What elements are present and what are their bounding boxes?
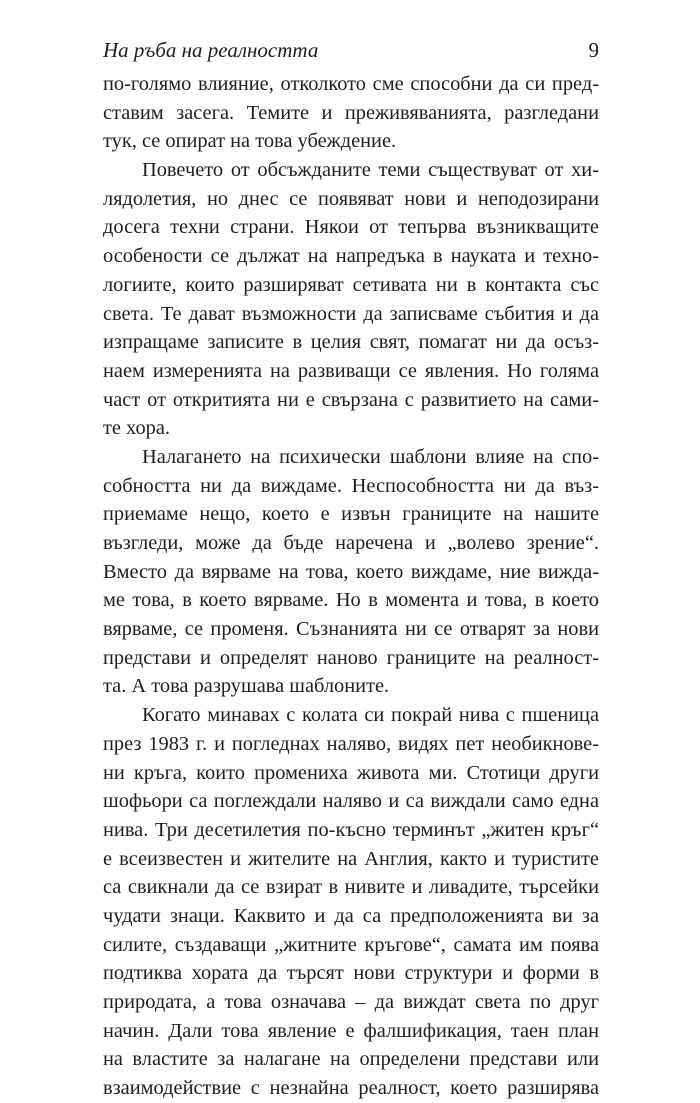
text-line: е всеизвестен и жителите на Англия, както и туристите	[103, 847, 599, 870]
text-line: подтиква хората да търсят нови структури и форми в	[103, 962, 599, 985]
text-line: начин. Дали това явление е фалшификация, таен план	[103, 1019, 599, 1042]
text-line: по-голямо влияние, отколкото сме способни да си пред-	[103, 73, 599, 95]
text-line: през 1983 г. и погледнах наляво, видях пет необикнове-	[103, 732, 599, 755]
text-line: силите, създаващи „житните кръгове“, самата им поява	[103, 933, 599, 956]
text-line: изпращаме записите в целия свят, помагат ни да осъз-	[103, 331, 599, 354]
body-text	[103, 70, 599, 1103]
text-line: особености се дължат на напредъка в науката и техно-	[103, 245, 599, 268]
text-line: на властите за налагане на определени представи или	[103, 1048, 599, 1071]
text-line: логиите, които разширяват сетивата ни в контакта със	[103, 273, 599, 296]
text-line: та. А това разрушава шаблоните.	[103, 675, 390, 698]
text-line: са свикнали да се взират в нивите и ливадите, търсейки	[103, 876, 599, 899]
text-line: Когато минавах с колата си покрай нива с пшеница	[142, 704, 599, 727]
text-line: света. Те дават възможности да записваме събития и да	[103, 302, 599, 325]
text-line: чудати знаци. Каквито и да са предположенията ви за	[103, 904, 599, 927]
text-line: Налагането на психически шаблони влияе на спо-	[142, 445, 599, 468]
text-line: приемаме нещо, което е извън границите на нашите	[103, 503, 599, 526]
text-line: досега техни страни. Някои от тепърва възникващите	[103, 216, 599, 239]
text-line: нива. Три десетилетия по-късно терминът „житен кръг“	[103, 818, 599, 841]
text-line: Вместо да вярваме на това, което виждаме, ние вижда-	[103, 560, 599, 583]
text-line: наем измеренията на развиващи се явления. Но голяма	[103, 359, 599, 382]
text-line: ставим засега. Темите и преживяванията, разгледани	[103, 101, 599, 124]
text-line: представи и определят наново границите на реалност-	[103, 646, 599, 669]
text-line: природата, а това означава – да виждат света по друг	[103, 991, 599, 1013]
book-page	[103, 38, 599, 1103]
text-line: ни кръга, които промениха живота ми. Стотици други	[103, 761, 599, 784]
text-line: ме това, в което вярваме. Но в момента и това, в което	[103, 589, 599, 612]
text-line: възгледи, може да бъде наречена и „волево зрение“.	[103, 532, 599, 554]
text-line: Повечето от обсъжданите теми съществуват от хи-	[142, 159, 599, 182]
text-line: вярваме, се променя. Съзнанията ни се отварят за нови	[103, 618, 599, 641]
running-title: На ръба на реалността	[103, 38, 319, 62]
page-number: 9	[588, 38, 599, 62]
text-line: те хора.	[103, 417, 171, 440]
text-line: шофьори са поглеждали наляво и са виждали само една	[103, 790, 599, 813]
text-line: лядолетия, но днес се появяват нови и неподозирани	[103, 187, 599, 210]
text-line: собността ни да виждаме. Неспособността ни да въз-	[103, 474, 599, 497]
text-line: част от откритията ни е свързана с развитието на сами-	[103, 388, 599, 411]
text-line: взаимодействие с незнайна реалност, което разширява	[103, 1077, 599, 1100]
running-head	[103, 38, 599, 70]
text-line: тук, се опират на това убеждение.	[103, 130, 397, 153]
